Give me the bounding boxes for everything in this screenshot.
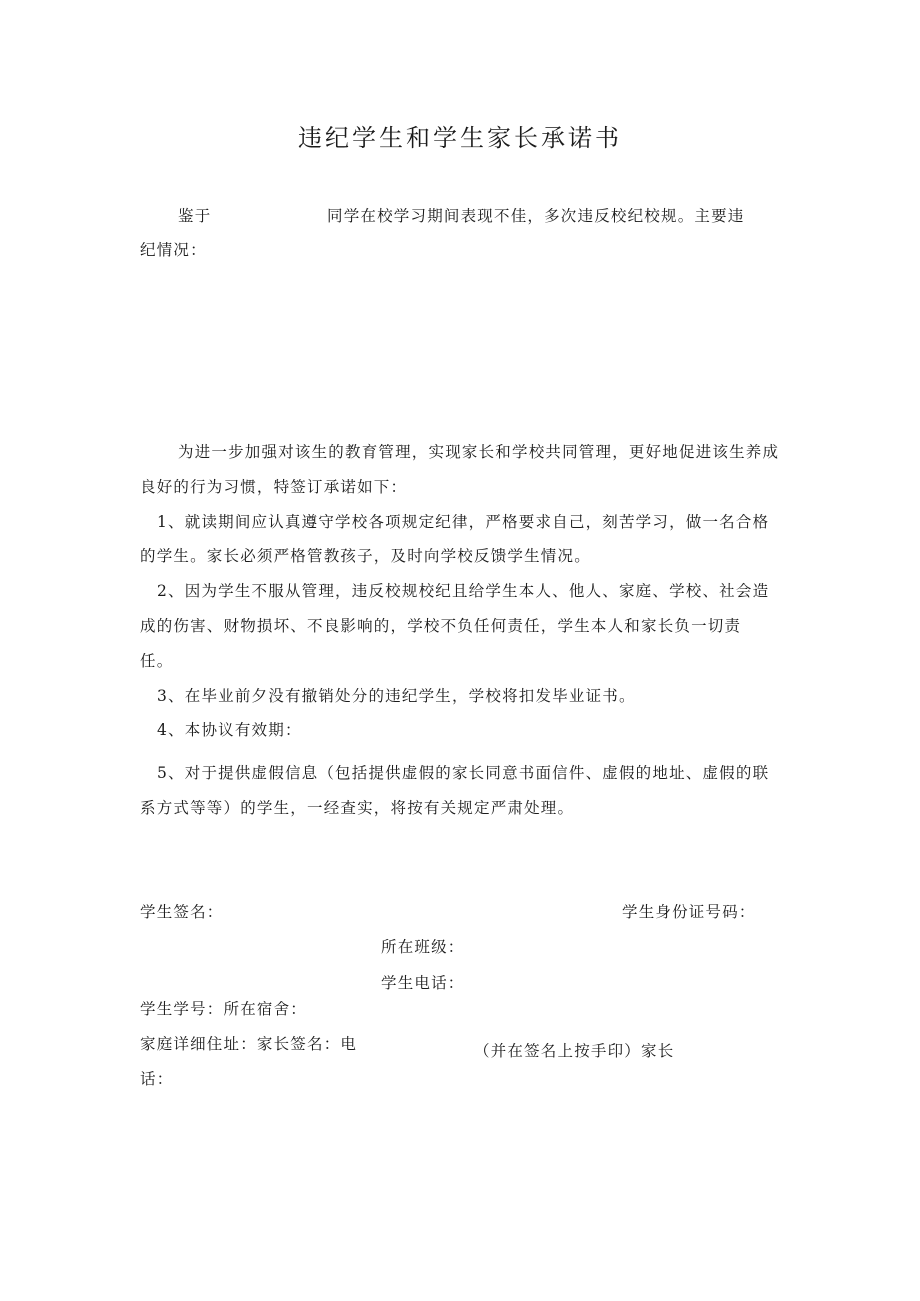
item-2-line-2: 成的伤害、财物损坏、不良影响的，学校不负任何责任，学生本人和家长负一切责	[140, 617, 742, 635]
class-label: 所在班级：	[381, 938, 465, 956]
intro-line-1: 同学在校学习期间表现不佳，多次违反校纪校规。主要违	[327, 207, 745, 225]
item-1-line-2: 的学生。家长必须严格管教孩子，及时向学校反馈学生情况。	[140, 547, 591, 565]
student-sign-label: 学生签名：	[140, 903, 224, 921]
item-2-line-3: 任。	[140, 652, 174, 670]
student-phone-label: 学生电话：	[381, 974, 465, 992]
item-5-line-1: 5、对于提供虚假信息（包括提供虚假的家长同意书面信件、虚假的地址、虚假的联	[157, 764, 770, 782]
address-parent-line-2: 话：	[140, 1070, 174, 1088]
item-2-line-1: 2、因为学生不服从管理，违反校规校纪且给学生本人、他人、家庭、学校、社会造	[157, 582, 770, 600]
intro-line-2: 纪情况：	[140, 241, 207, 259]
purpose-line-2: 良好的行为习惯，特签订承诺如下：	[140, 478, 408, 496]
student-no-dorm-label: 学生学号：所在宿舍：	[140, 1000, 308, 1018]
item-3-line-1: 3、在毕业前夕没有撤销处分的违纪学生，学校将扣发毕业证书。	[157, 687, 636, 705]
item-4-line-1: 4、本协议有效期：	[157, 721, 302, 739]
purpose-line-1: 为进一步加强对该生的教育管理，实现家长和学校共同管理，更好地促进该生养成	[178, 443, 780, 461]
item-5-line-2: 系方式等等）的学生，一经查实，将按有关规定严肃处理。	[140, 799, 575, 817]
intro-prefix: 鉴于	[178, 207, 212, 225]
address-parent-line-1: 家庭详细住址：家长签名：电	[140, 1035, 358, 1053]
item-1-line-1: 1、就读期间应认真遵守学校各项规定纪律，严格要求自己，刻苦学习，做一名合格	[157, 513, 770, 531]
fingerprint-note: （并在签名上按手印）家长	[474, 1042, 675, 1060]
student-id-card-label: 学生身份证号码：	[622, 903, 756, 921]
document-title: 违纪学生和学生家长承诺书	[298, 124, 622, 152]
